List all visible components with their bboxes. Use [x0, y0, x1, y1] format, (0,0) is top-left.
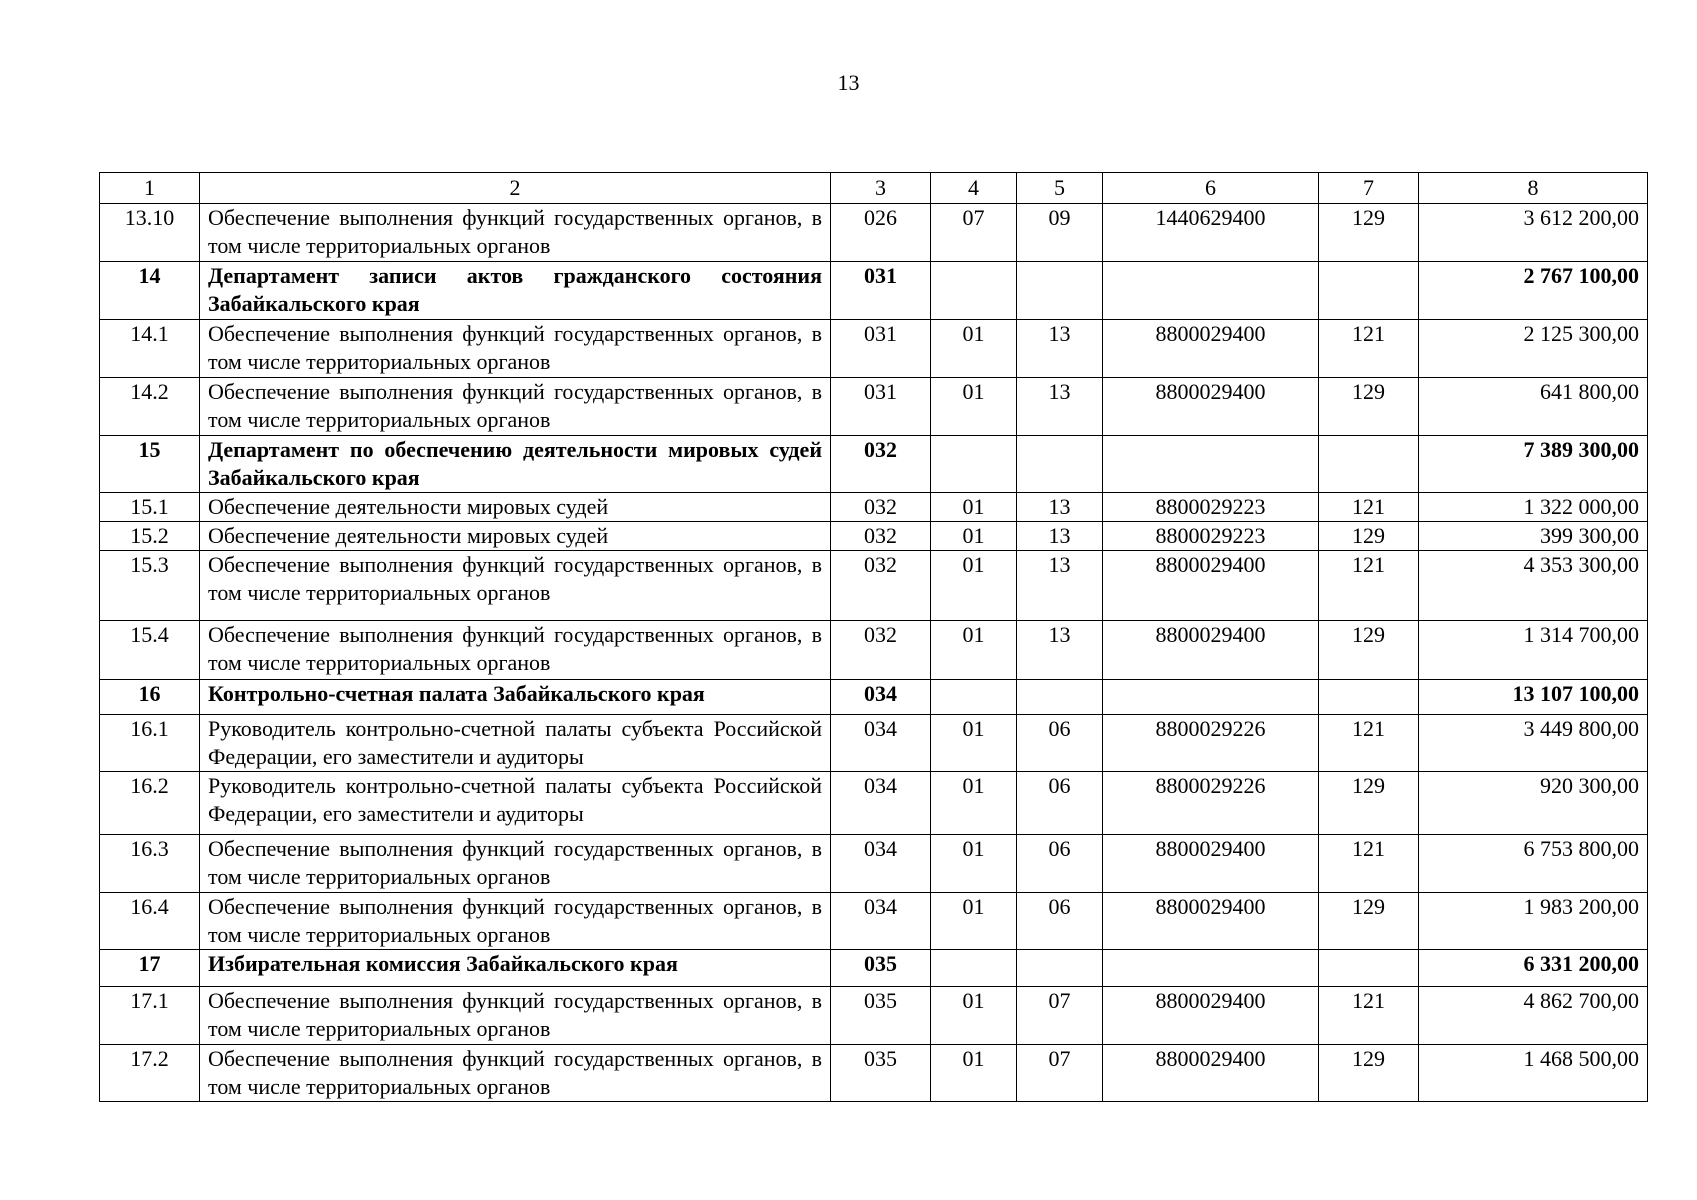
row-expense-type-code: 129	[1319, 893, 1419, 950]
row-amount: 1 468 500,00	[1419, 1045, 1648, 1102]
row-number: 16.2	[100, 772, 200, 835]
row-number: 16.3	[100, 835, 200, 893]
row-section-code	[931, 436, 1017, 493]
row-section-code: 01	[931, 772, 1017, 835]
row-department-code: 031	[831, 378, 931, 436]
row-target-article-code: 8800029400	[1103, 987, 1319, 1045]
row-subsection-code: 07	[1017, 1045, 1103, 1102]
row-section-code: 01	[931, 522, 1017, 551]
row-target-article-code: 8800029226	[1103, 715, 1319, 772]
row-subsection-code: 13	[1017, 551, 1103, 621]
row-expense-type-code: 121	[1319, 320, 1419, 378]
row-amount: 6 331 200,00	[1419, 950, 1648, 987]
row-department-code: 034	[831, 893, 931, 950]
row-department-code: 031	[831, 320, 931, 378]
row-target-article-code	[1103, 680, 1319, 715]
row-number: 16.1	[100, 715, 200, 772]
column-header: 2	[200, 173, 831, 204]
row-section-code: 01	[931, 621, 1017, 680]
row-section-code: 01	[931, 987, 1017, 1045]
row-section-code: 01	[931, 1045, 1017, 1102]
row-target-article-code	[1103, 950, 1319, 987]
row-section-code: 01	[931, 493, 1017, 522]
row-amount: 4 353 300,00	[1419, 551, 1648, 621]
table-section-row	[100, 436, 1648, 493]
row-target-article-code: 8800029400	[1103, 551, 1319, 621]
row-department-code: 032	[831, 621, 931, 680]
row-subsection-code: 06	[1017, 772, 1103, 835]
row-expense-type-code	[1319, 950, 1419, 987]
row-department-code: 034	[831, 772, 931, 835]
table-row	[100, 715, 1648, 772]
row-department-code: 035	[831, 1045, 931, 1102]
row-number: 15	[100, 436, 200, 493]
row-section-code: 01	[931, 320, 1017, 378]
row-expense-type-code	[1319, 680, 1419, 715]
row-name: Руководитель контрольно-счетной палаты субъекта Российской Федерации, его заместители и аудиторы	[200, 715, 831, 772]
row-name: Обеспечение выполнения функций государственных органов, в том числе территориальных органов	[200, 378, 831, 436]
row-expense-type-code	[1319, 436, 1419, 493]
row-expense-type-code: 129	[1319, 772, 1419, 835]
row-subsection-code: 06	[1017, 893, 1103, 950]
row-amount: 1 322 000,00	[1419, 493, 1648, 522]
row-subsection-code: 13	[1017, 493, 1103, 522]
row-expense-type-code: 121	[1319, 835, 1419, 893]
row-department-code: 035	[831, 950, 931, 987]
row-number: 15.1	[100, 493, 200, 522]
row-department-code: 034	[831, 715, 931, 772]
row-amount: 399 300,00	[1419, 522, 1648, 551]
row-amount: 4 862 700,00	[1419, 987, 1648, 1045]
row-subsection-code: 13	[1017, 320, 1103, 378]
row-section-code: 01	[931, 893, 1017, 950]
row-expense-type-code: 121	[1319, 987, 1419, 1045]
row-name: Обеспечение выполнения функций государственных органов, в том числе территориальных органов	[200, 621, 831, 680]
row-number: 14.1	[100, 320, 200, 378]
row-expense-type-code: 129	[1319, 522, 1419, 551]
row-amount: 2 767 100,00	[1419, 262, 1648, 320]
row-name: Контрольно-счетная палата Забайкальского края	[200, 680, 831, 715]
row-number: 15.4	[100, 621, 200, 680]
row-name: Обеспечение выполнения функций государственных органов, в том числе территориальных органов	[200, 1045, 831, 1102]
row-target-article-code: 8800029400	[1103, 621, 1319, 680]
row-subsection-code	[1017, 262, 1103, 320]
row-section-code	[931, 680, 1017, 715]
row-subsection-code: 07	[1017, 987, 1103, 1045]
row-expense-type-code: 129	[1319, 204, 1419, 262]
table-row	[100, 204, 1648, 262]
row-section-code: 01	[931, 378, 1017, 436]
row-target-article-code: 8800029400	[1103, 1045, 1319, 1102]
row-number: 17	[100, 950, 200, 987]
row-name: Департамент записи актов гражданского состояния Забайкальского края	[200, 262, 831, 320]
table-section-row	[100, 680, 1648, 715]
row-subsection-code: 13	[1017, 621, 1103, 680]
row-expense-type-code: 121	[1319, 715, 1419, 772]
column-header: 6	[1103, 173, 1319, 204]
row-number: 14	[100, 262, 200, 320]
row-name: Руководитель контрольно-счетной палаты субъекта Российской Федерации, его заместители и аудиторы	[200, 772, 831, 835]
row-expense-type-code: 129	[1319, 1045, 1419, 1102]
row-subsection-code: 09	[1017, 204, 1103, 262]
row-target-article-code: 1440629400	[1103, 204, 1319, 262]
row-name: Обеспечение выполнения функций государственных органов, в том числе территориальных органов	[200, 835, 831, 893]
row-target-article-code: 8800029223	[1103, 522, 1319, 551]
row-section-code: 07	[931, 204, 1017, 262]
row-expense-type-code: 121	[1319, 551, 1419, 621]
row-subsection-code: 06	[1017, 715, 1103, 772]
row-department-code: 031	[831, 262, 931, 320]
table-row	[100, 378, 1648, 436]
row-name: Департамент по обеспечению деятельности мировых судей Забайкальского края	[200, 436, 831, 493]
row-amount: 6 753 800,00	[1419, 835, 1648, 893]
row-amount: 1 983 200,00	[1419, 893, 1648, 950]
row-number: 16.4	[100, 893, 200, 950]
row-number: 17.2	[100, 1045, 200, 1102]
row-department-code: 035	[831, 987, 931, 1045]
row-amount: 3 612 200,00	[1419, 204, 1648, 262]
row-expense-type-code: 129	[1319, 621, 1419, 680]
table-row	[100, 320, 1648, 378]
table-row	[100, 772, 1648, 835]
table-section-row	[100, 262, 1648, 320]
row-subsection-code	[1017, 950, 1103, 987]
row-target-article-code	[1103, 262, 1319, 320]
row-section-code	[931, 950, 1017, 987]
row-number: 16	[100, 680, 200, 715]
row-department-code: 032	[831, 522, 931, 551]
table-row	[100, 1045, 1648, 1102]
column-header: 1	[100, 173, 200, 204]
table-section-row	[100, 950, 1648, 987]
row-amount: 920 300,00	[1419, 772, 1648, 835]
row-number: 15.3	[100, 551, 200, 621]
row-name: Избирательная комиссия Забайкальского края	[200, 950, 831, 987]
row-department-code: 034	[831, 835, 931, 893]
row-department-code: 032	[831, 493, 931, 522]
page-number: 13	[837, 70, 860, 95]
column-header: 3	[831, 173, 931, 204]
column-header: 7	[1319, 173, 1419, 204]
column-header: 8	[1419, 173, 1648, 204]
column-header: 5	[1017, 173, 1103, 204]
row-number: 17.1	[100, 987, 200, 1045]
row-amount: 7 389 300,00	[1419, 436, 1648, 493]
row-section-code: 01	[931, 835, 1017, 893]
row-department-code: 032	[831, 436, 931, 493]
row-name: Обеспечение выполнения функций государственных органов, в том числе территориальных органов	[200, 893, 831, 950]
row-subsection-code: 06	[1017, 835, 1103, 893]
row-name: Обеспечение деятельности мировых судей	[200, 493, 831, 522]
row-department-code: 032	[831, 551, 931, 621]
row-target-article-code: 8800029223	[1103, 493, 1319, 522]
row-name: Обеспечение выполнения функций государственных органов, в том числе территориальных органов	[200, 204, 831, 262]
row-name: Обеспечение выполнения функций государственных органов, в том числе территориальных органов	[200, 551, 831, 621]
row-name: Обеспечение выполнения функций государственных органов, в том числе территориальных органов	[200, 987, 831, 1045]
row-target-article-code: 8800029226	[1103, 772, 1319, 835]
column-number-row	[100, 173, 1648, 204]
row-amount: 641 800,00	[1419, 378, 1648, 436]
row-amount: 13 107 100,00	[1419, 680, 1648, 715]
row-subsection-code: 13	[1017, 378, 1103, 436]
table-row	[100, 551, 1648, 621]
table-row	[100, 987, 1648, 1045]
row-section-code	[931, 262, 1017, 320]
budget-table	[99, 172, 1648, 1102]
row-expense-type-code: 121	[1319, 493, 1419, 522]
table-row	[100, 621, 1648, 680]
row-target-article-code: 8800029400	[1103, 835, 1319, 893]
row-target-article-code: 8800029400	[1103, 378, 1319, 436]
row-number: 13.10	[100, 204, 200, 262]
row-amount: 2 125 300,00	[1419, 320, 1648, 378]
row-amount: 1 314 700,00	[1419, 621, 1648, 680]
column-header: 4	[931, 173, 1017, 204]
row-target-article-code: 8800029400	[1103, 320, 1319, 378]
row-expense-type-code	[1319, 262, 1419, 320]
row-name: Обеспечение деятельности мировых судей	[200, 522, 831, 551]
table-row	[100, 893, 1648, 950]
row-name: Обеспечение выполнения функций государственных органов, в том числе территориальных органов	[200, 320, 831, 378]
row-target-article-code: 8800029400	[1103, 893, 1319, 950]
table-row	[100, 835, 1648, 893]
table-row	[100, 522, 1648, 551]
row-subsection-code: 13	[1017, 522, 1103, 551]
row-amount: 3 449 800,00	[1419, 715, 1648, 772]
row-section-code: 01	[931, 715, 1017, 772]
row-department-code: 026	[831, 204, 931, 262]
row-subsection-code	[1017, 680, 1103, 715]
row-number: 15.2	[100, 522, 200, 551]
row-number: 14.2	[100, 378, 200, 436]
row-department-code: 034	[831, 680, 931, 715]
row-subsection-code	[1017, 436, 1103, 493]
table-row	[100, 493, 1648, 522]
row-target-article-code	[1103, 436, 1319, 493]
row-section-code: 01	[931, 551, 1017, 621]
row-expense-type-code: 129	[1319, 378, 1419, 436]
